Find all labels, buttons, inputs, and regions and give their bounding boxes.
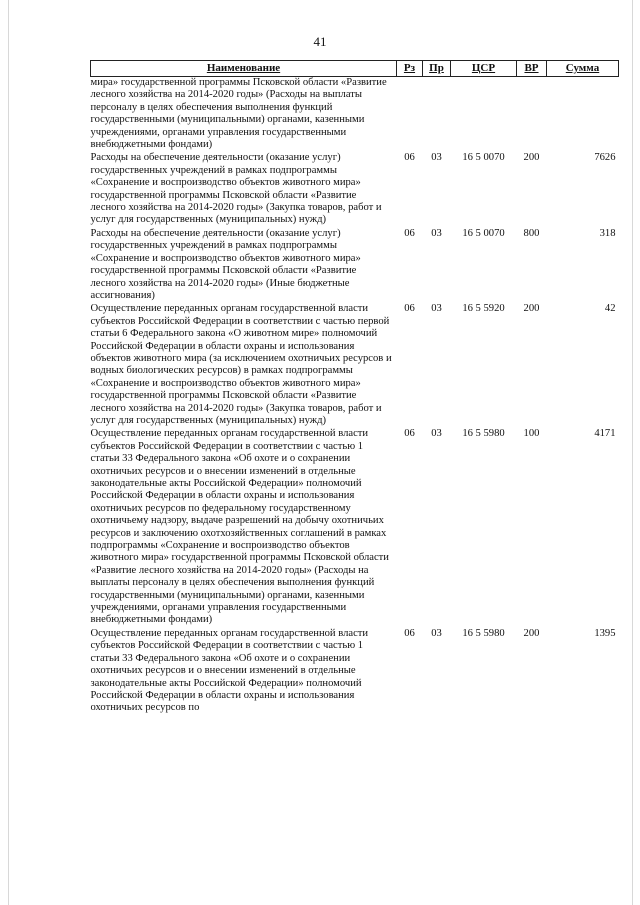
row-pr: 03 bbox=[431, 152, 442, 164]
header-sum: Сумма bbox=[547, 61, 619, 77]
header-row bbox=[91, 61, 619, 77]
table-row bbox=[91, 77, 619, 153]
header-rz: Рз bbox=[397, 61, 423, 77]
row-csr bbox=[451, 77, 517, 153]
row-vr: 200 bbox=[523, 627, 540, 639]
header-vr: ВР bbox=[517, 61, 547, 77]
row-sum: 318 bbox=[599, 227, 616, 239]
row-vr bbox=[517, 77, 547, 153]
row-pr: 03 bbox=[431, 428, 442, 440]
scan-edge-right bbox=[632, 0, 633, 905]
row-name: Осуществление переданных органам государственной власти субъектов Российской Федерации в соответствии с частью 1 статьи 33 Федерального закона «Об охоте и о сохранении охотничьих ресурсов и о внесении изменений в отдельные законодательные акты Российской Федерации» полномочий Российской Федерации в области охраны и использования охотничьих ресурсов по bbox=[90, 627, 369, 714]
header-pr: Пр bbox=[423, 61, 451, 77]
row-sum: 1395 bbox=[594, 627, 616, 639]
row-csr: 16 5 5980 bbox=[462, 428, 505, 440]
row-sum: 4171 bbox=[594, 428, 616, 440]
row-name: Осуществление переданных органам государственной власти субъектов Российской Федерации в соответствии с частью 1 статьи 33 Федерального закона «Об охоте и о сохранении охотничьих ресурсов и о внесении изменений в отдельные законодательные акты Российской Федерации» полномочий Российской Федерации в области охраны и использования охотничьих ресурсов по федеральному государственному охотничьему надзору, выдаче разрешений на добычу охотничьих ресурсов и заключению охотхозяйственных соглашений в рамках подпрограммы «Сохранение и воспроизводство объектов животного мира» государственной программы Псковской области «Развитие лесного хозяйства на 2014-2020 годы» (Расходы на выплаты персоналу в целях обеспечения выполнения функций государственными (муниципальными) органами, казенными учреждениями, органами управления государственными внебюджетными фондами) bbox=[90, 428, 389, 626]
row-name: Осуществление переданных органам государственной власти субъектов Российской Федерации в соответствии с частью первой статьи 6 Федерального закона «О животном мире» полномочий Российской Федерации в области охраны и использования объектов животного мира (за исключением охотничьих ресурсов и водных биологических ресурсов) в рамках подпрограммы «Сохранение и воспроизводство объектов животного мира» государственной программы Псковской области «Развитие лесного хозяйства на 2014-2020 годы» (Закупка товаров, работ и услуг для государственных (муниципальных) нужд) bbox=[90, 303, 392, 426]
row-rz: 06 bbox=[404, 152, 415, 164]
row-csr: 16 5 5920 bbox=[462, 303, 505, 315]
table-header bbox=[91, 61, 619, 77]
row-name: мира» государственной программы Псковской области «Развитие лесного хозяйства на 2014-2020 годы» (Расходы на выплаты персоналу в целях обеспечения выполнения функций государственными (муниципальными) органами, казенными учреждениями, органами управления государственными внебюджетными фондами) bbox=[90, 77, 387, 151]
row-pr: 03 bbox=[431, 627, 442, 639]
row-rz: 06 bbox=[404, 227, 415, 239]
table-row bbox=[91, 152, 619, 227]
row-rz: 06 bbox=[404, 627, 415, 639]
row-sum: 42 bbox=[604, 303, 616, 315]
row-pr: 03 bbox=[431, 227, 442, 239]
row-name: Расходы на обеспечение деятельности (оказание услуг) государственных учреждений в рамках подпрограммы «Сохранение и воспроизводство объектов животного мира» государственной программы Псковской области «Развитие лесного хозяйства на 2014-2020 годы» (Закупка товаров, работ и услуг для государственных (муниципальных) нужд) bbox=[90, 152, 382, 226]
row-name: Расходы на обеспечение деятельности (оказание услуг) государственных учреждений в рамках подпрограммы «Сохранение и воспроизводство объектов животного мира» государственной программы Псковской области «Развитие лесного хозяйства на 2014-2020 годы» (Иные бюджетные ассигнования) bbox=[90, 227, 361, 301]
header-csr: ЦСР bbox=[451, 61, 517, 77]
row-vr: 800 bbox=[523, 227, 540, 239]
row-pr bbox=[423, 77, 451, 153]
row-rz: 06 bbox=[404, 303, 415, 315]
row-sum bbox=[547, 77, 619, 153]
row-sum: 7626 bbox=[594, 152, 616, 164]
row-csr: 16 5 5980 bbox=[462, 627, 505, 639]
row-pr: 03 bbox=[431, 303, 442, 315]
budget-table bbox=[90, 60, 619, 716]
table-body bbox=[91, 77, 619, 716]
row-csr: 16 5 0070 bbox=[462, 152, 505, 164]
row-vr: 200 bbox=[523, 303, 540, 315]
row-rz: 06 bbox=[404, 428, 415, 440]
row-vr: 100 bbox=[523, 428, 540, 440]
table-row bbox=[91, 628, 619, 716]
table-row bbox=[91, 428, 619, 628]
table-row bbox=[91, 228, 619, 303]
table-row bbox=[91, 303, 619, 428]
page-number: 41 bbox=[313, 34, 327, 49]
row-csr: 16 5 0070 bbox=[462, 227, 505, 239]
row-rz bbox=[397, 77, 423, 153]
header-name: Наименование bbox=[91, 61, 397, 77]
scan-edge-left bbox=[8, 0, 9, 905]
row-vr: 200 bbox=[523, 152, 540, 164]
